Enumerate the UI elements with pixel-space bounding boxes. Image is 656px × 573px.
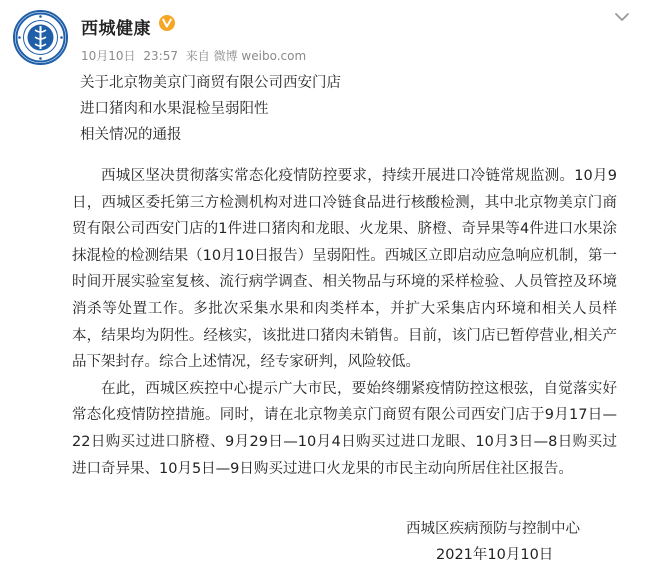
- body-paragraph: 在此，西城区疾控中心提示广大市民，要始终绷紧疫情防控这根弦，自觉落实好常态化疫情防控措施。同时，请在北京物美京门商贸有限公司西安门店于9月17日—22日购买过进口脐橙、9月29日—10月4日购买过进口龙眼、10月3日—8日购买过进口奇异果、10月5日—9日购买过进口火龙果的市民主动向所居住社区报告。: [72, 380, 617, 477]
- cdc-emblem-icon: [15, 12, 66, 63]
- body-paragraph: 西城区坚决贯彻落实常态化疫情防控要求，持续开展进口冷链常规监测。10月9日，西城区委托第三方检测机构对进口冷链食品进行核酸检测，其中北京物美京门商贸有限公司西安门店的1件进口猪肉和龙眼、火龙果、脐橙、奇异果等4件进口水果涂抹混检的检测结果（10月10日报告）呈弱阳性。西城区立即启动应急响应机制，第一时间开展实验室复核、流行病学调查、相关物品与环境的采样检验、人员管控及环境消杀等处置工作。多批次采集水果和肉类样本，并扩大采集店内环境和相关人员样本，结果均为阴性。经核实，该批进口猪肉未销售。目前，该门店已暂停营业,相关产品下架封存。综合上述情况，经专家研判，风险较低。: [72, 168, 617, 371]
- post-title: [80, 70, 640, 148]
- post-date: 10月10日: [81, 49, 136, 63]
- post-meta: [81, 47, 310, 64]
- title-line: 关于北京物美京门商贸有限公司西安门店: [80, 75, 341, 91]
- author-name[interactable]: 西城健康: [81, 19, 151, 39]
- title-line: 进口猪肉和水果混检呈弱阳性: [80, 101, 269, 117]
- post-header: [0, 0, 656, 72]
- chevron-down-icon[interactable]: [614, 11, 630, 23]
- post-body: [72, 163, 617, 482]
- verified-v-icon: [159, 15, 175, 31]
- title-line: 相关情况的通报: [80, 127, 182, 143]
- signature-date: 2021年10月10日: [436, 547, 554, 563]
- avatar[interactable]: [13, 10, 68, 65]
- post-time: 23:57: [143, 49, 178, 63]
- post-source[interactable]: 来自 微博 weibo.com: [185, 49, 307, 63]
- signature: 西城区疾病预防与控制中心: [406, 521, 580, 537]
